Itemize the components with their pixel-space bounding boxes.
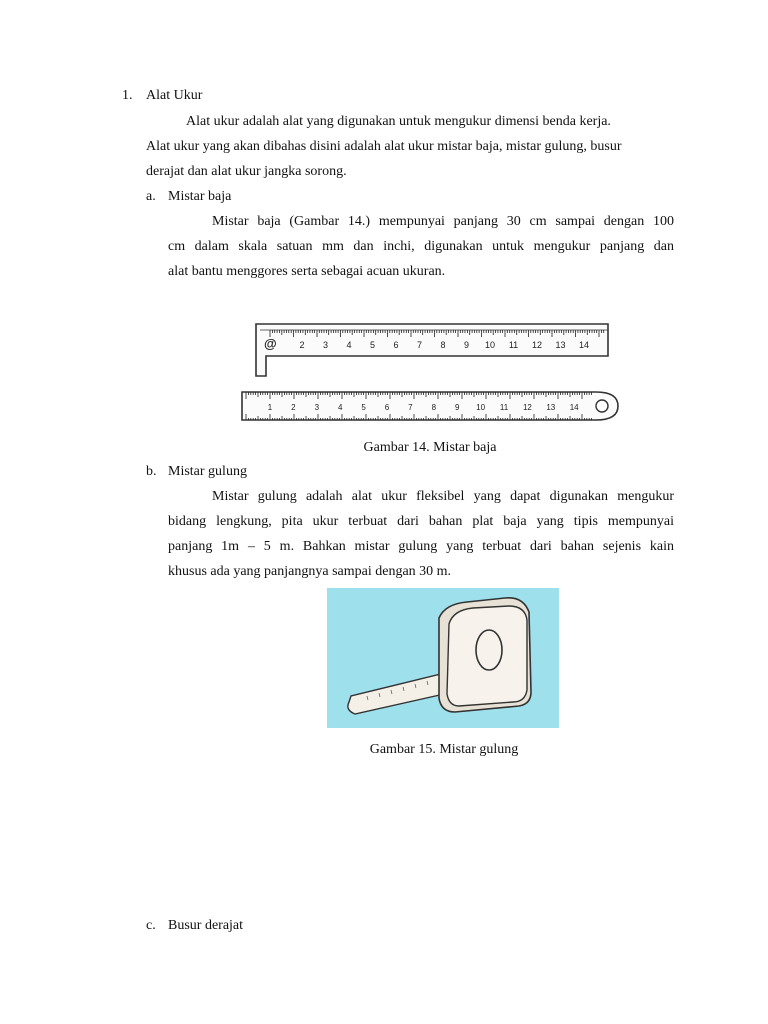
ruler-top-number: 13 <box>555 340 566 350</box>
ruler-top-number: 6 <box>393 340 399 350</box>
ruler-bottom-number: 4 <box>337 403 343 412</box>
section1-para-line-3: derajat dan alat ukur jangka sorong. <box>146 164 347 179</box>
section-number: 1. <box>122 88 133 103</box>
figure-14-caption: Gambar 14. Mistar baja <box>363 440 497 455</box>
ruler-bottom-number: 3 <box>314 403 320 412</box>
subsection-c-letter: c. <box>146 918 156 933</box>
ruler-bottom-number: 7 <box>408 403 413 412</box>
section-title: Alat Ukur <box>146 88 203 103</box>
subsection-b-para-line-1: Mistar gulung adalah alat ukur fleksibel yang dapat digunakan mengukur <box>212 489 674 504</box>
steel-ruler-figure <box>236 318 622 426</box>
ruler-top-number: 12 <box>531 340 543 350</box>
ruler-bottom-number: 13 <box>546 403 556 412</box>
subsection-b-para-line-4: khusus ada yang panjangnya sampai dengan 30 m. <box>168 564 452 579</box>
ruler-bottom-number: 11 <box>499 403 509 412</box>
ruler-bottom-number: 6 <box>384 403 390 412</box>
ruler-top-number: 8 <box>440 340 446 350</box>
ruler-bottom-number: 8 <box>431 403 437 412</box>
section1-para-line-1: Alat ukur adalah alat yang digunakan untuk mengukur dimensi benda kerja. <box>186 114 611 129</box>
ruler-top-number: 10 <box>484 340 496 350</box>
ruler-bottom-number: 1 <box>267 403 273 412</box>
subsection-a-para-line-2: cm dalam skala satuan mm dan inchi, digunakan untuk mengukur panjang dan <box>168 239 674 254</box>
subsection-b-letter: b. <box>146 464 157 479</box>
ruler-bottom-number: 9 <box>454 403 460 412</box>
subsection-b-title: Mistar gulung <box>168 464 247 479</box>
subsection-a-letter: a. <box>146 189 156 204</box>
ruler-top-number: 7 <box>416 340 423 350</box>
ruler-bottom-number: 12 <box>522 403 532 412</box>
ruler-top-number: 2 <box>299 340 305 350</box>
steel-ruler-bottom <box>242 392 618 420</box>
ruler-top-number: 5 <box>369 340 376 350</box>
ruler-top-number: 14 <box>578 340 590 350</box>
ruler-top-number: 4 <box>346 340 352 350</box>
ruler-top-number: 9 <box>463 340 470 350</box>
ruler-top-number: 3 <box>322 340 329 350</box>
subsection-b-para-line-2: bidang lengkung, pita ukur terbuat dari bahan plat baja yang tipis mempunyai <box>168 514 674 529</box>
steel-ruler-top <box>256 324 608 376</box>
subsection-a-para-line-3: alat bantu menggores serta sebagai acuan ukuran. <box>168 264 446 279</box>
ruler-bottom-number: 2 <box>291 403 296 412</box>
subsection-b-para-line-3: panjang 1m – 5 m. Bahkan mistar gulung yang terbuat dari bahan sejenis kain <box>168 539 674 554</box>
tape-measure-figure <box>327 588 559 728</box>
svg-text:@: @ <box>264 336 277 351</box>
ruler-bottom-number: 10 <box>476 403 486 412</box>
ruler-bottom-number: 14 <box>569 403 579 412</box>
ruler-top-number: 11 <box>508 340 519 350</box>
ruler-bottom-number: 5 <box>361 403 366 412</box>
subsection-c-title: Busur derajat <box>168 918 244 933</box>
subsection-a-para-line-1: Mistar baja (Gambar 14.) mempunyai panjang 30 cm sampai dengan 100 <box>212 214 674 229</box>
section1-para-line-2: Alat ukur yang akan dibahas disini adalah alat ukur mistar baja, mistar gulung, busur <box>146 139 622 154</box>
subsection-a-title: Mistar baja <box>168 189 232 204</box>
figure-15-caption: Gambar 15. Mistar gulung <box>369 742 519 757</box>
